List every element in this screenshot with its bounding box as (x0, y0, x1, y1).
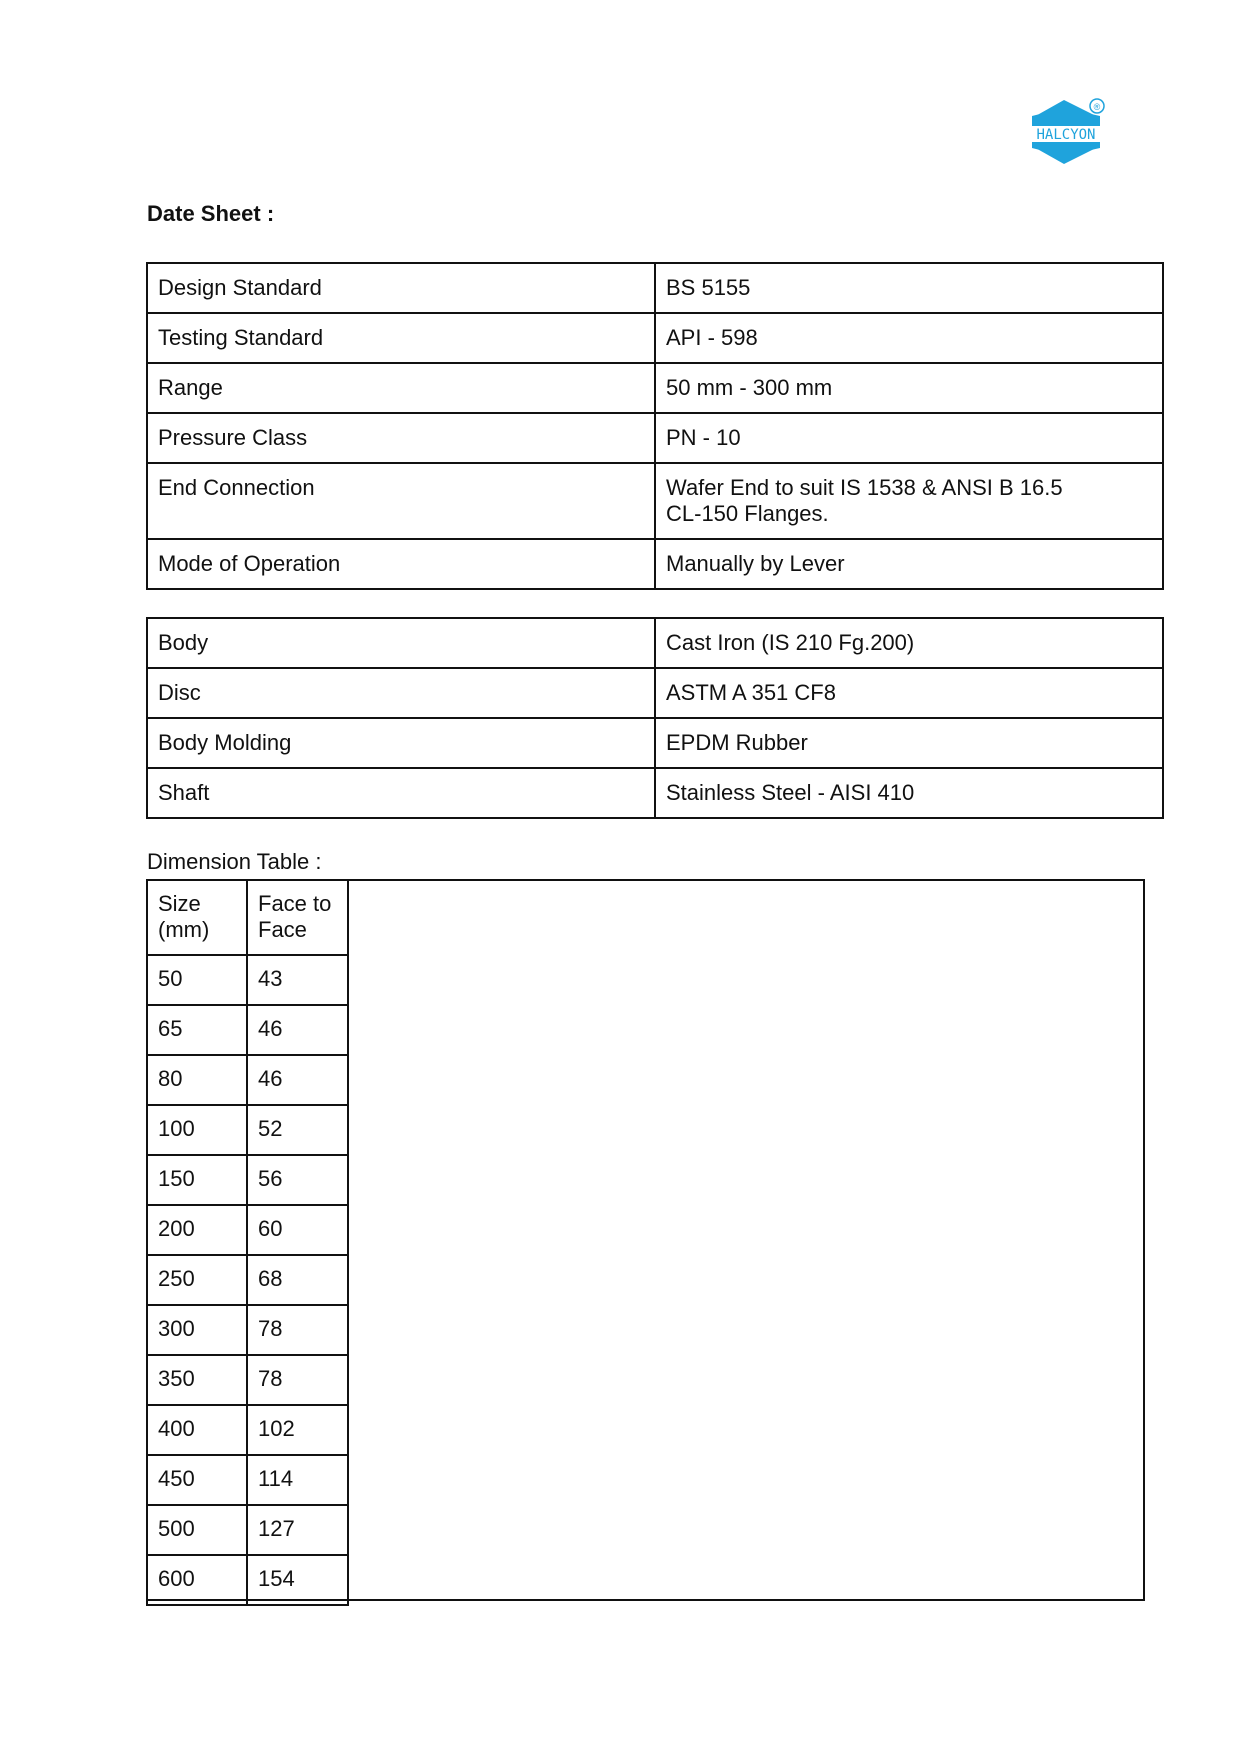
spec-value: Cast Iron (IS 210 Fg.200) (655, 618, 1163, 668)
size-cell: 50 (147, 955, 247, 1005)
face-to-face-cell: 127 (247, 1505, 348, 1555)
face-to-face-cell: 46 (247, 1055, 348, 1105)
size-cell: 600 (147, 1555, 247, 1605)
spec-label: Body Molding (147, 718, 655, 768)
spec-label: Shaft (147, 768, 655, 818)
spec-value: EPDM Rubber (655, 718, 1163, 768)
table-row (147, 539, 1163, 589)
column-header-face-to-face (247, 880, 348, 955)
halcyon-logo (1028, 96, 1128, 168)
spec-label: Range (147, 363, 655, 413)
spec-value: Stainless Steel - AISI 410 (655, 768, 1163, 818)
face-to-face-cell: 52 (247, 1105, 348, 1155)
dimension-table-caption: Dimension Table : (147, 849, 322, 874)
table-row (147, 618, 1163, 668)
spec-value-line: Wafer End to suit IS 1538 & ANSI B 16.5 (666, 475, 1063, 500)
table-row (147, 1155, 348, 1205)
table-row (147, 1505, 348, 1555)
table-header-row (147, 880, 348, 955)
face-to-face-cell: 78 (247, 1305, 348, 1355)
column-header-size (147, 880, 247, 955)
table-row (147, 718, 1163, 768)
spec-label: End Connection (147, 463, 655, 539)
table-row (147, 263, 1163, 313)
table-row (147, 1205, 348, 1255)
size-cell: 150 (147, 1155, 247, 1205)
face-to-face-cell: 43 (247, 955, 348, 1005)
table-row (147, 955, 348, 1005)
face-to-face-cell: 68 (247, 1255, 348, 1305)
header-line: Size (158, 891, 201, 916)
header-line: Face to (258, 891, 332, 916)
table-row (147, 1555, 348, 1605)
size-cell: 250 (147, 1255, 247, 1305)
spec-table-materials (146, 617, 1164, 819)
table-row (147, 1455, 348, 1505)
dimension-table (146, 879, 349, 1606)
table-row (147, 1105, 348, 1155)
table-row (147, 1005, 348, 1055)
spec-label: Pressure Class (147, 413, 655, 463)
face-to-face-cell: 78 (247, 1355, 348, 1405)
size-cell: 300 (147, 1305, 247, 1355)
spec-label: Disc (147, 668, 655, 718)
header-line: Face (258, 917, 307, 942)
size-cell: 350 (147, 1355, 247, 1405)
halcyon-logo-icon (1028, 96, 1128, 168)
spec-label: Design Standard (147, 263, 655, 313)
spec-value: API - 598 (655, 313, 1163, 363)
table-row (147, 1255, 348, 1305)
table-row (147, 463, 1163, 539)
table-row (147, 768, 1163, 818)
table-row (147, 363, 1163, 413)
table-row (147, 1305, 348, 1355)
face-to-face-cell: 102 (247, 1405, 348, 1455)
face-to-face-cell: 46 (247, 1005, 348, 1055)
logo-text: HALCYON (1036, 127, 1096, 143)
size-cell: 100 (147, 1105, 247, 1155)
table-row (147, 668, 1163, 718)
face-to-face-cell: 56 (247, 1155, 348, 1205)
face-to-face-cell: 60 (247, 1205, 348, 1255)
table-row (147, 1055, 348, 1105)
spec-label: Testing Standard (147, 313, 655, 363)
size-cell: 400 (147, 1405, 247, 1455)
size-cell: 500 (147, 1505, 247, 1555)
spec-value (655, 463, 1163, 539)
face-to-face-cell: 114 (247, 1455, 348, 1505)
spec-label: Body (147, 618, 655, 668)
spec-value: 50 mm - 300 mm (655, 363, 1163, 413)
size-cell: 450 (147, 1455, 247, 1505)
spec-label: Mode of Operation (147, 539, 655, 589)
size-cell: 65 (147, 1005, 247, 1055)
spec-value-line: CL-150 Flanges. (666, 501, 829, 526)
face-to-face-cell: 154 (247, 1555, 348, 1605)
table-row (147, 1355, 348, 1405)
size-cell: 80 (147, 1055, 247, 1105)
spec-value: ASTM A 351 CF8 (655, 668, 1163, 718)
spec-value: BS 5155 (655, 263, 1163, 313)
spec-table-general (146, 262, 1164, 590)
size-cell: 200 (147, 1205, 247, 1255)
spec-value: Manually by Lever (655, 539, 1163, 589)
table-row (147, 1405, 348, 1455)
registered-mark: ® (1093, 102, 1101, 112)
spec-value: PN - 10 (655, 413, 1163, 463)
header-line: (mm) (158, 917, 210, 942)
page-heading: Date Sheet : (147, 201, 275, 226)
table-row (147, 313, 1163, 363)
table-row (147, 413, 1163, 463)
